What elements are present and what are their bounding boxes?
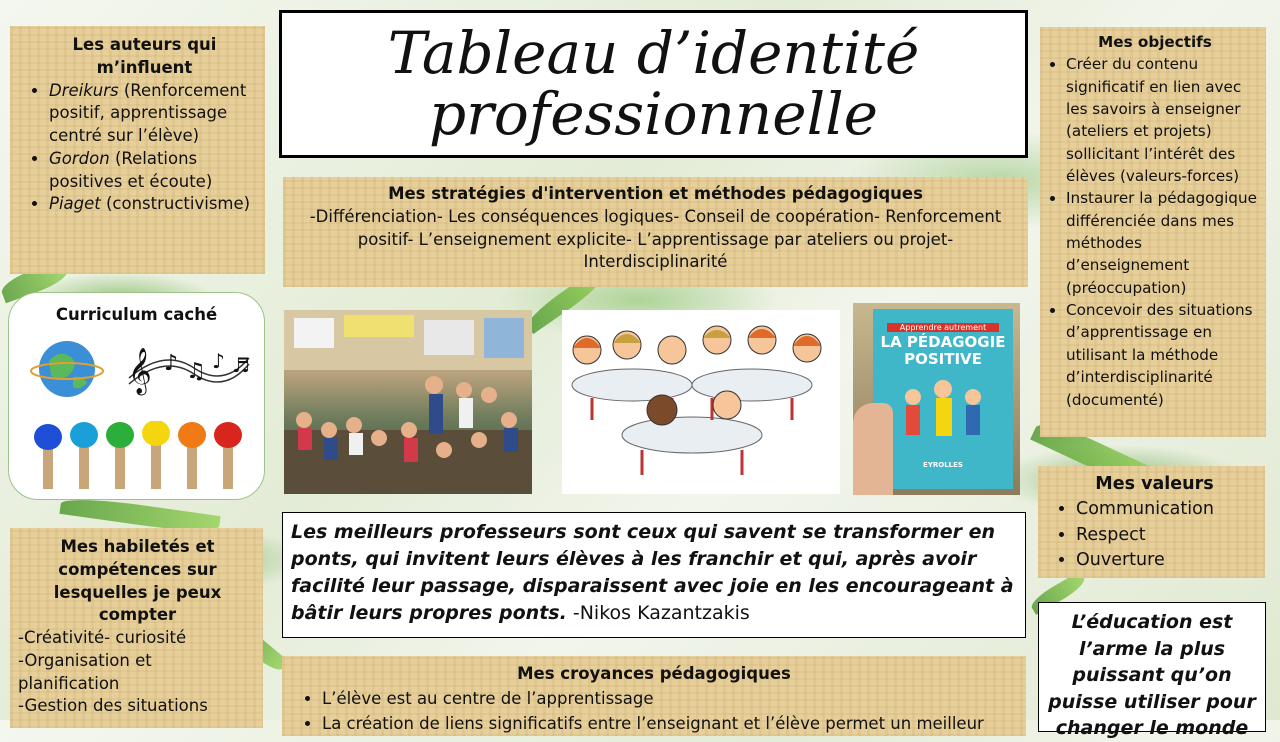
list-item: • Instaurer la pédagogique différenciée dans mes méthodes d’enseignement (préoccupation): [1066, 187, 1260, 299]
auteurs-heading: Les auteurs qui m’influent: [72, 35, 217, 77]
list-item: • Créer du contenu significatif en lien avec les savoirs à enseigner (ateliers et projets) sollicitant l’intérêt des élèves (valeurs-forces): [1066, 53, 1260, 187]
valeurs-panel: [1038, 466, 1265, 578]
list-item: • Dreikurs (Renforcement positif, apprentissage centré sur l’élève): [49, 80, 255, 148]
list-item: • Communication: [1076, 497, 1259, 522]
quote-box: [282, 512, 1026, 638]
habiletes-line: -Gestion des situations: [18, 696, 208, 716]
croyances-panel: [282, 656, 1026, 736]
objectifs-list: [1040, 53, 1260, 411]
curriculum-panel: [8, 292, 265, 500]
valeurs-list: [1038, 497, 1259, 573]
hand-shape: [853, 403, 893, 495]
classroom-illustration: [284, 310, 532, 494]
habiletes-line: -Organisation et planification: [18, 650, 152, 693]
book-photo: [853, 303, 1020, 495]
list-item: • La création de liens significatifs entre l’enseignant et l’élève permet un meilleur: [322, 712, 1016, 737]
list-item: • Concevoir des situations d’apprentissage en utilisant la méthode d’interdisciplinarité (documenté): [1066, 299, 1260, 411]
page-title: [279, 10, 1028, 158]
croyances-list: [292, 687, 1016, 737]
paint-brushes-icon: [31, 421, 251, 491]
education-quote-text: L’éducation est l’arme la plus puissant qu’on puisse utiliser pour changer le monde: [1048, 611, 1256, 740]
quote-author: -Nikos Kazantzakis: [566, 601, 750, 624]
list-item: • Respect: [1076, 523, 1259, 548]
objectifs-panel: [1040, 27, 1266, 437]
svg-text:♬: ♬: [232, 353, 250, 377]
kids-cartoon: [562, 310, 840, 494]
strategies-panel: [283, 177, 1028, 287]
strategies-heading: Mes stratégies d'intervention et méthodes pédagogiques: [388, 184, 923, 203]
book-top-label: Apprendre autrement: [887, 323, 999, 332]
objectifs-heading: Mes objectifs: [1098, 33, 1212, 51]
valeurs-heading: Mes valeurs: [1095, 474, 1214, 494]
svg-text:𝄞: 𝄞: [128, 348, 152, 394]
habiletes-heading: Mes habiletés et compétences sur lesquelles je peux compter: [53, 537, 222, 625]
book-title-line1: LA PÉDAGOGIE: [880, 333, 1006, 351]
book-title-line2: POSITIVE: [904, 349, 982, 368]
list-item: • Gordon (Relations positives et écoute): [49, 148, 255, 194]
book-publisher: EYROLLES: [923, 461, 963, 469]
auteurs-panel: [10, 26, 265, 274]
svg-text:♫: ♫: [186, 359, 206, 384]
kids-at-tables-illustration: [562, 310, 840, 494]
habiletes-panel: [10, 528, 263, 728]
svg-text:♪: ♪: [164, 351, 179, 376]
music-notes-icon: [124, 338, 254, 398]
strategies-text: -Différenciation- Les conséquences logiques- Conseil de coopération- Renforcement positif- L’enseignement explicite- L’apprentissage par ateliers ou projet- Interdisciplinarité: [309, 206, 1002, 272]
quote-text: Les meilleurs professeurs sont ceux qui savent se transformer en ponts, qui invitent leurs élèves à les franchir et qui, après avoir facilité leur passage, disparaissent avec joie en les encourageant à bâtir leurs propres ponts.: [291, 521, 1014, 624]
book-cover: [873, 309, 1013, 489]
education-quote-box: [1038, 602, 1266, 740]
list-item: • Ouverture: [1076, 548, 1259, 573]
list-item: • L’élève est au centre de l’apprentissage: [322, 687, 1016, 712]
habiletes-line: -Créativité- curiosité: [18, 628, 187, 648]
globe-icon: [29, 331, 109, 401]
list-item: • Piaget (constructivisme): [49, 193, 255, 216]
curriculum-heading: Curriculum caché: [55, 305, 218, 324]
auteurs-list: [10, 80, 255, 217]
classroom-photo: [284, 310, 532, 494]
svg-text:♪: ♪: [212, 349, 225, 373]
title-line1: Tableau d’identité: [387, 19, 920, 88]
book-family-illustration: [878, 367, 1008, 457]
title-line2: professionnelle: [428, 80, 879, 148]
croyances-heading: Mes croyances pédagogiques: [517, 664, 791, 683]
